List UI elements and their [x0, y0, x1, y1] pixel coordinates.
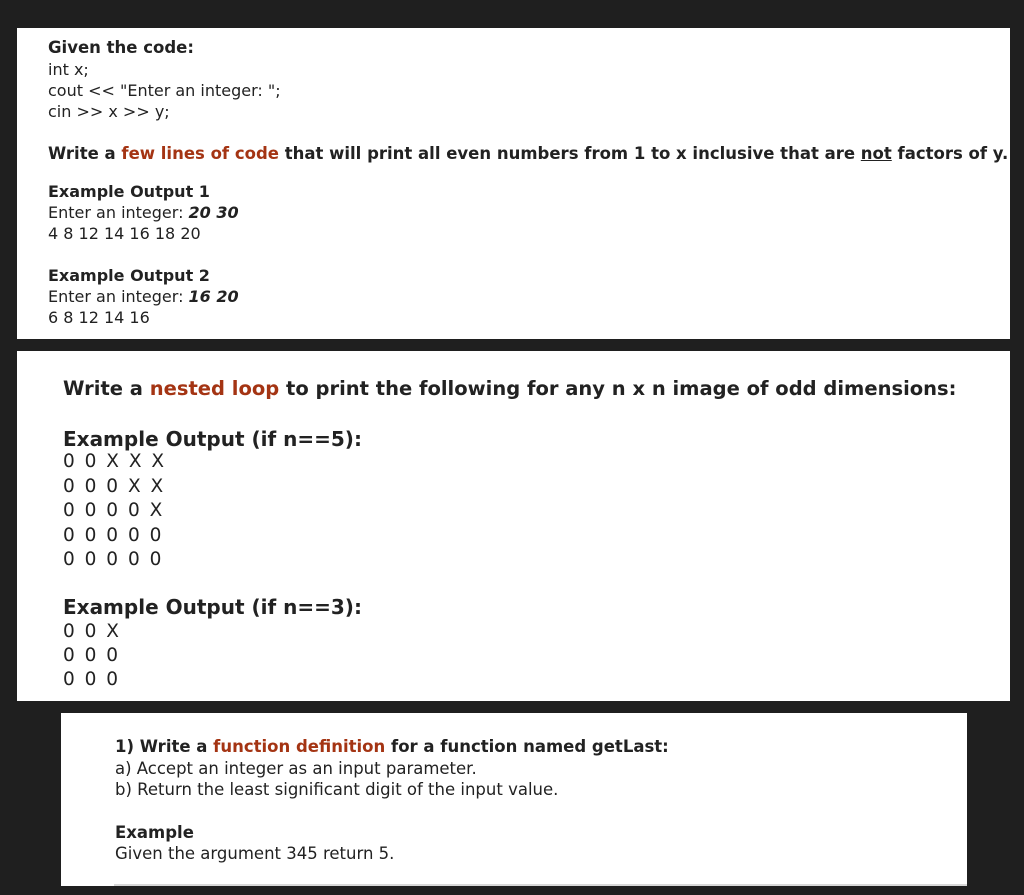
example-prompt-line	[48, 203, 239, 223]
task-middle: that will print all even numbers from 1 to x inclusive that are	[278, 144, 861, 163]
code-line: int x;	[48, 60, 89, 79]
example-title: Example Output (if n==3):	[63, 595, 362, 619]
example-title: Example Output (if n==5):	[63, 427, 362, 451]
example-title: Example Output 1	[48, 182, 210, 201]
output-row: 0 0 0 0 0	[63, 549, 164, 570]
example-text: Given the argument 345 return 5.	[115, 844, 395, 863]
example-title: Example Output 2	[48, 266, 210, 285]
output-row: 0 0 0	[63, 645, 121, 666]
task-statement	[48, 144, 1008, 164]
task-prefix: Write a	[48, 144, 122, 163]
task-suffix: factors of y.	[891, 144, 1009, 163]
output-row: 0 0 0	[63, 669, 121, 690]
example-input: 20 30	[188, 203, 239, 222]
task-highlight: few lines of code	[121, 144, 279, 163]
example-prompt: Enter an integer:	[48, 287, 189, 306]
example-prompt: Enter an integer:	[48, 203, 189, 222]
problem-card-even-numbers	[17, 28, 1010, 339]
code-line: cin >> x >> y;	[48, 102, 170, 121]
example-output: 4 8 12 14 16 18 20	[48, 224, 201, 243]
requirement-item: a) Accept an integer as an input parameter.	[115, 759, 477, 778]
example-title: Example	[115, 823, 194, 842]
task-prefix: Write a	[63, 377, 150, 400]
output-row: 0 0 X X X	[63, 451, 167, 472]
task-suffix: to print the following for any n x n image of odd dimensions:	[279, 377, 957, 400]
example-input: 16 20	[188, 287, 239, 306]
problem-card-get-last	[61, 713, 967, 886]
code-line: cout << "Enter an integer: ";	[48, 81, 281, 100]
task-underlined: not	[860, 144, 892, 163]
problem-card-nested-loop	[17, 351, 1010, 701]
given-code-heading: Given the code:	[48, 38, 194, 57]
divider	[114, 884, 967, 886]
task-highlight: function definition	[213, 737, 386, 756]
requirement-item: b) Return the least significant digit of the input value.	[115, 780, 559, 799]
output-row: 0 0 0 X X	[63, 476, 166, 497]
task-highlight: nested loop	[149, 377, 280, 400]
output-row: 0 0 X	[63, 621, 121, 642]
task-statement	[63, 377, 956, 401]
output-row: 0 0 0 0 0	[63, 525, 164, 546]
output-row: 0 0 0 0 X	[63, 500, 165, 521]
example-prompt-line	[48, 287, 239, 307]
task-suffix: for a function named getLast:	[385, 737, 669, 756]
task-prefix: 1) Write a	[115, 737, 214, 756]
task-statement	[115, 736, 669, 757]
example-output: 6 8 12 14 16	[48, 308, 150, 327]
